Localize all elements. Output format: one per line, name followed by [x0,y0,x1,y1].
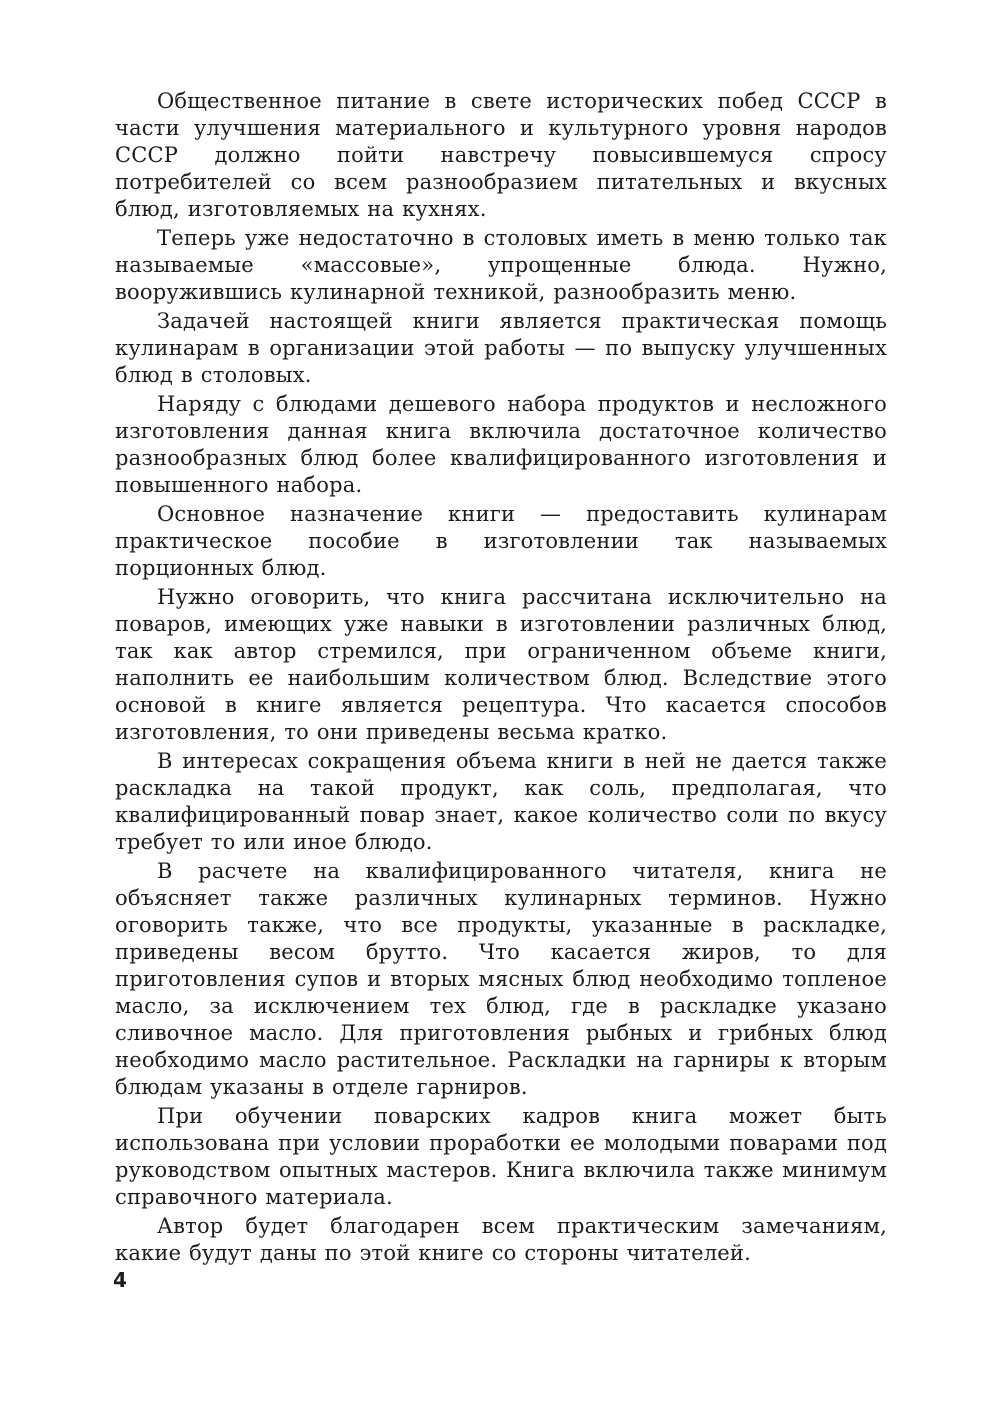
paragraph-10: Автор будет благодарен всем практическим замечаниям, какие будут даны по этой книге со стороны читателей. [115,1214,887,1265]
paragraph-5: Основное назначение книги — предоставить кулинарам практическое пособие в изготовлении так называемых порционных блюд. [115,502,887,580]
page-body-text [115,88,887,1267]
paragraph-7: В интересах сокращения объема книги в ней не дается также раскладка на такой продукт, как соль, предполагая, что квалифицированный повар знает, какое количество соли по вкусу требует то или иное блюдо. [115,749,887,854]
paragraph-2: Теперь уже недостаточно в столовых иметь в меню только так называемые «массовые», упрощенные блюда. Нужно, вооружившись кулинарной техникой, разнообразить меню. [115,226,887,304]
page-number: 4 [113,1268,127,1292]
paragraph-6: Нужно оговорить, что книга рассчитана исключительно на поваров, имеющих уже навыки в изготовлении различных блюд, так как автор стремился, при ограниченном объеме книги, наполнить ее наибольшим количеством блюд. Вследствие этого основой в книге является рецептура. Что касается способов изготовления, то они приведены весьма кратко. [115,585,887,744]
paragraph-9: При обучении поварских кадров книга может быть использована при условии проработки ее молодыми поварами под руководством опытных мастеров. Книга включила также минимум справочного материала. [115,1104,887,1209]
paragraph-3: Задачей настоящей книги является практическая помощь кулинарам в организации этой работы — по выпуску улучшенных блюд в столовых. [115,309,887,387]
paragraph-4: Наряду с блюдами дешевого набора продуктов и несложного изготовления данная книга включила достаточное количество разнообразных блюд более квалифицированного изготовления и повышенного набора. [115,392,887,497]
paragraph-8: В расчете на квалифицированного читателя, книга не объясняет также различных кулинарных терминов. Нужно оговорить также, что все продукты, указанные в раскладке, приведены весом брутто. Что касается жиров, то для приготовления супов и вторых мясных блюд необходимо топленое масло, за исключением тех блюд, где в раскладке указано сливочное масло. Для приготовления рыбных и грибных блюд необходимо масло растительное. Раскладки на гарниры к вторым блюдам указаны в отделе гарниров. [115,859,887,1099]
paragraph-1: Общественное питание в свете исторических побед СССР в части улучшения материального и культурного уровня народов СССР должно пойти навстречу повысившемуся спросу потребителей со всем разнообразием питательных и вкусных блюд, изготовляемых на кухнях. [115,89,887,221]
